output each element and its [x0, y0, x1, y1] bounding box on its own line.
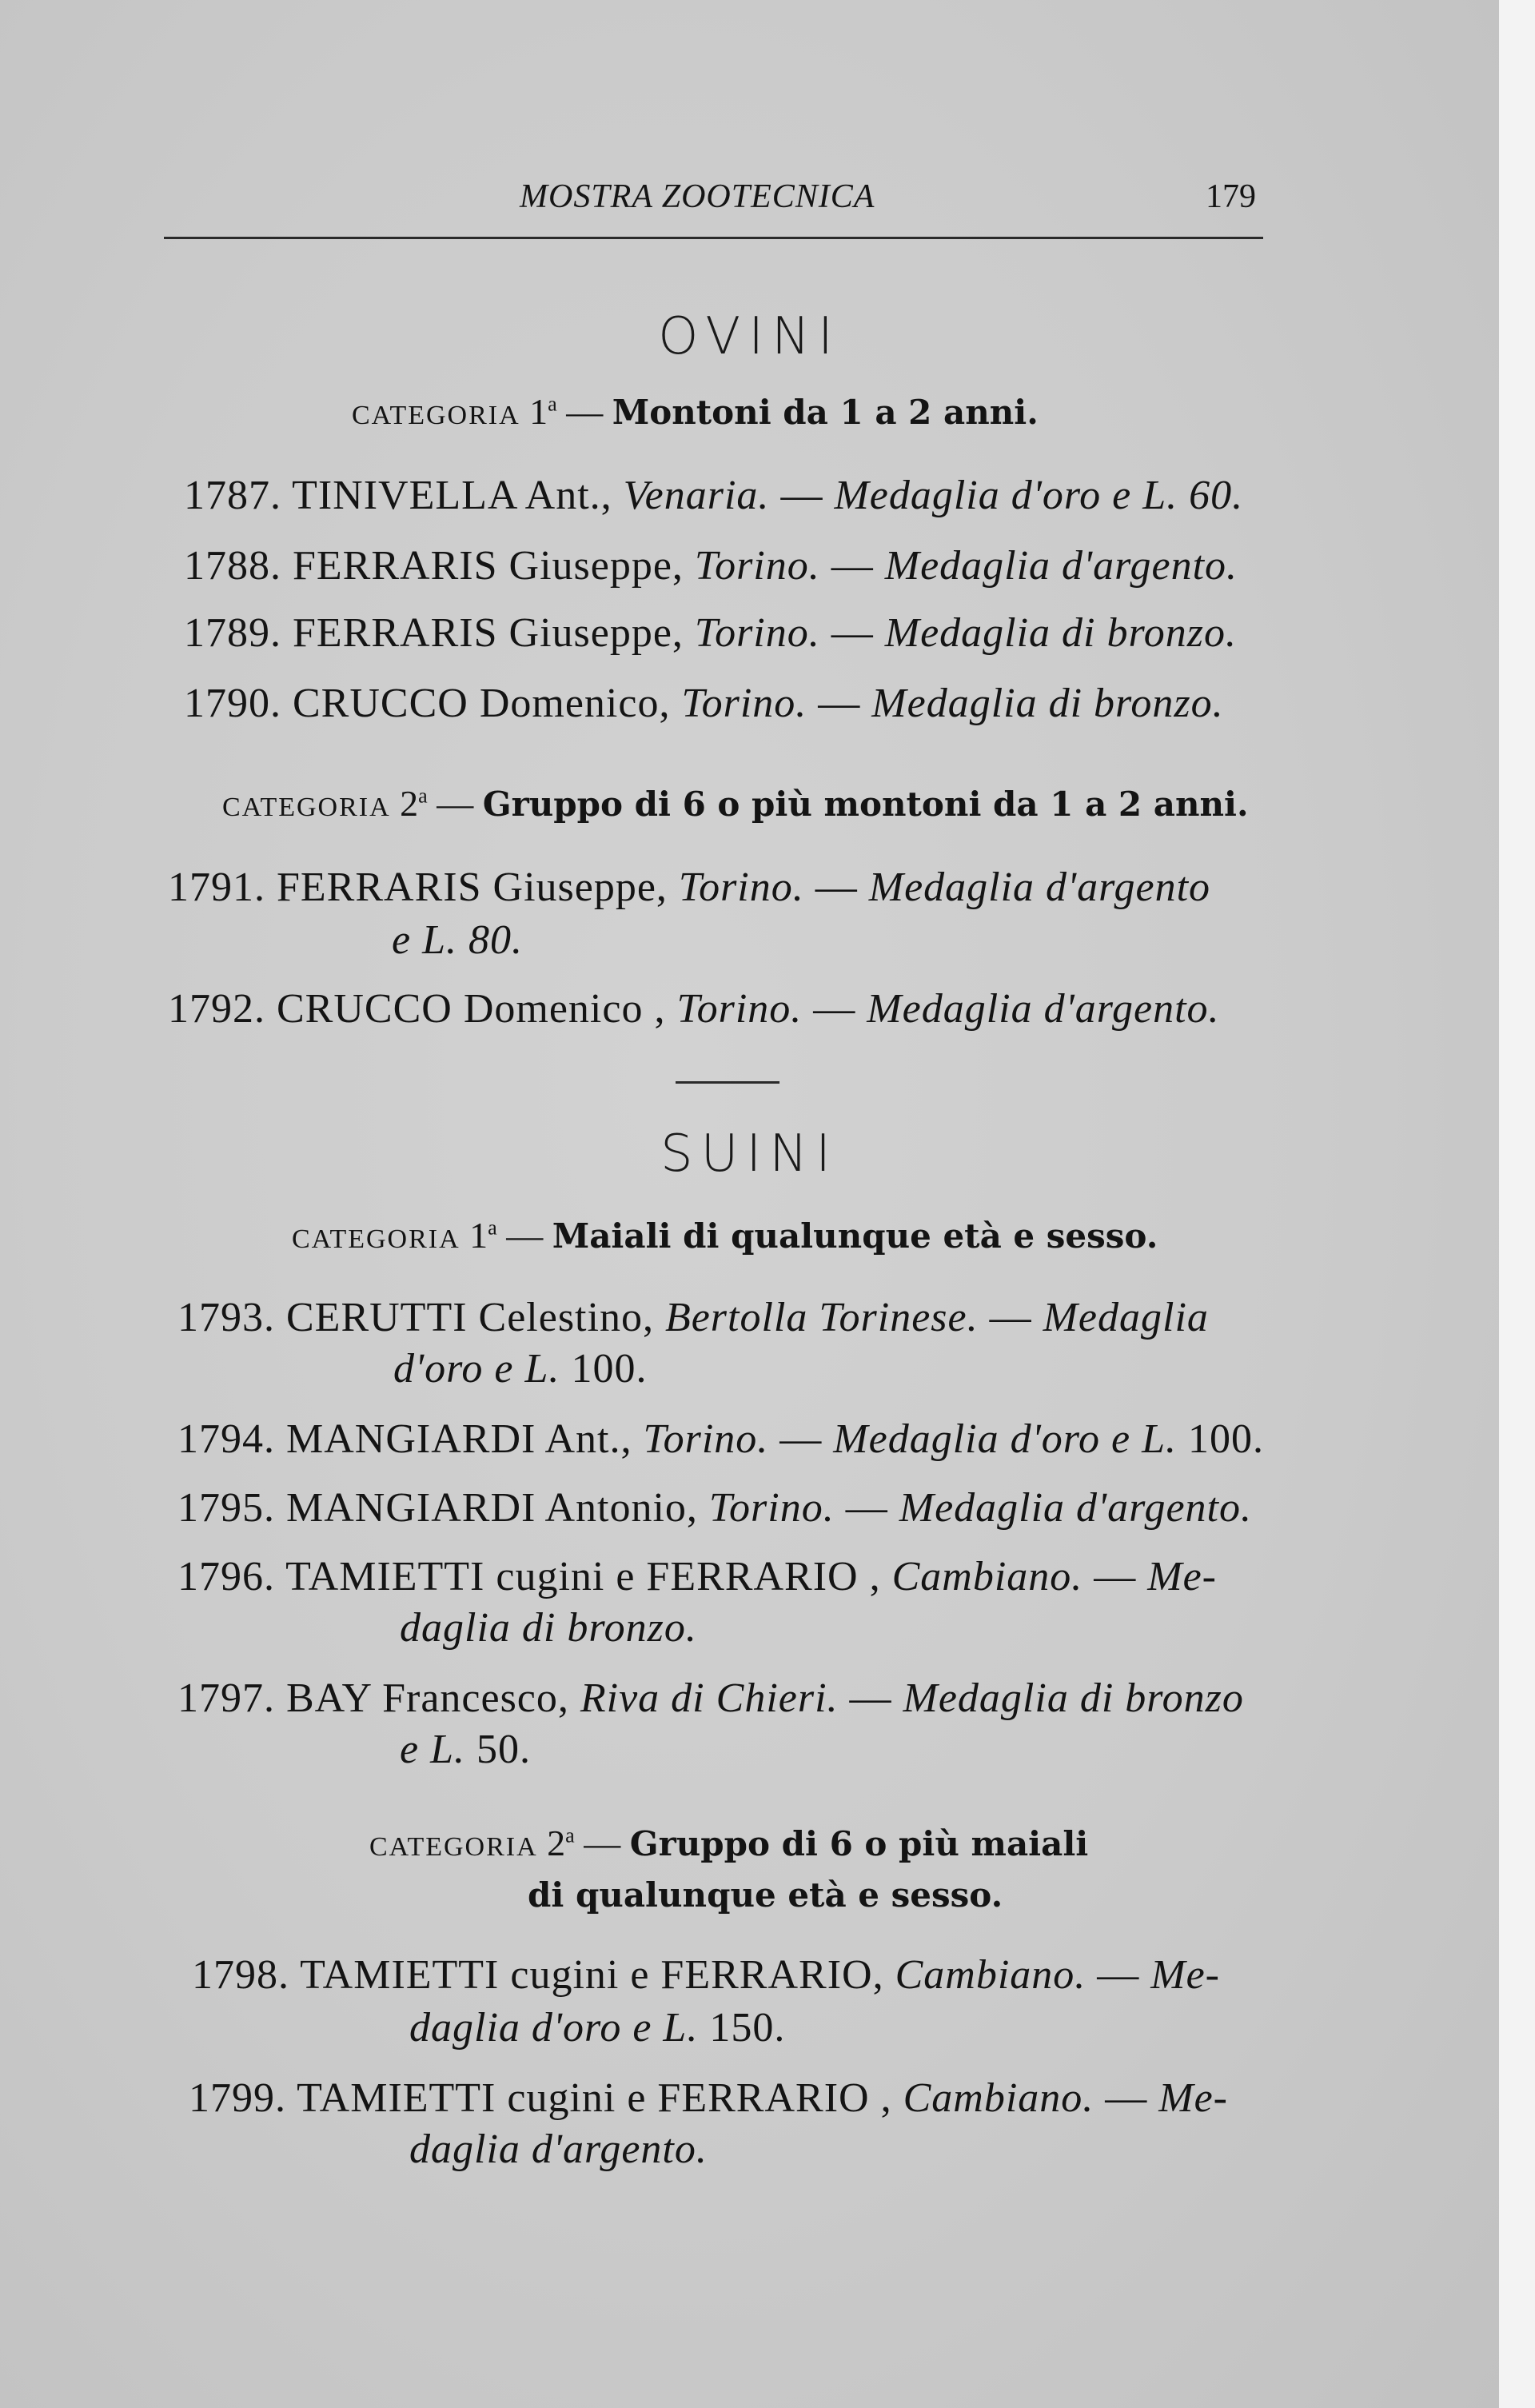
- category-heading: [352, 390, 1039, 433]
- entry-number: 1793.: [177, 1295, 275, 1340]
- entry-1798-continuation: [409, 2004, 785, 2051]
- exhibitor-name: CERUTTI Celestino,: [286, 1295, 654, 1340]
- award-text: d'oro e L.: [393, 1346, 560, 1392]
- exhibitor-place: Torino.: [694, 610, 820, 656]
- page-edge: [1499, 0, 1535, 2408]
- header-rule: [164, 237, 1263, 239]
- section-divider: [676, 1081, 779, 1084]
- running-header-title: MOSTRA ZOOTECNICA: [520, 178, 875, 215]
- category-ordinal: 1: [529, 391, 548, 432]
- exhibitor-place: Cambiano.: [903, 2075, 1094, 2121]
- exhibitor-place: Torino.: [681, 681, 807, 726]
- exhibitor-place: Torino.: [676, 986, 803, 1032]
- entry-1788: [184, 542, 1238, 589]
- award-text: Medaglia: [1043, 1295, 1209, 1340]
- exhibitor-place: Torino.: [678, 865, 804, 910]
- section-title-suini: SUINI: [660, 1124, 839, 1184]
- entry-dash: —: [779, 1416, 823, 1462]
- entry-1794: [177, 1416, 1264, 1463]
- entry-dash: —: [845, 1485, 888, 1531]
- exhibitor-name: BAY Francesco,: [286, 1675, 569, 1721]
- award-text: Medaglia d'argento: [868, 865, 1211, 910]
- exhibitor-place: Cambiano.: [895, 1952, 1086, 1998]
- category-description: Gruppo di 6 o più montoni da 1 a 2 anni.: [482, 785, 1249, 824]
- entry-1793: [177, 1294, 1209, 1341]
- exhibitor-name: CRUCCO Domenico ,: [277, 986, 666, 1032]
- award-text: Medaglia di bronzo.: [871, 681, 1224, 726]
- category-label: CATEGORIA: [292, 1224, 460, 1254]
- exhibitor-name: CRUCCO Domenico,: [293, 681, 671, 726]
- entry-1796: [177, 1553, 1217, 1600]
- entry-number: 1799.: [189, 2075, 286, 2121]
- category-ordinal-suffix: a: [565, 1823, 575, 1847]
- entry-1793-continuation: [393, 1345, 647, 1392]
- entry-dash: —: [1094, 1554, 1137, 1599]
- category-description: Maiali di qualunque età e sesso.: [552, 1216, 1158, 1256]
- entry-dash: —: [831, 610, 874, 656]
- award-text: Medaglia d'argento.: [884, 543, 1238, 589]
- category-dash: —: [437, 783, 474, 824]
- award-amount: 100.: [571, 1346, 648, 1392]
- award-text: Medaglia di bronzo: [903, 1675, 1244, 1721]
- entry-1798: [192, 1951, 1220, 1999]
- category-ordinal-suffix: a: [548, 392, 557, 416]
- entry-1795: [177, 1484, 1252, 1531]
- entry-number: 1794.: [177, 1416, 275, 1462]
- exhibitor-name: MANGIARDI Ant.,: [286, 1416, 632, 1462]
- exhibitor-name: FERRARIS Giuseppe,: [293, 543, 684, 589]
- entry-number: 1791.: [168, 865, 265, 910]
- exhibitor-name: TAMIETTI cugini e FERRARIO,: [300, 1952, 884, 1998]
- category-ordinal: 2: [547, 1823, 566, 1863]
- entry-number: 1790.: [184, 681, 281, 726]
- category-ordinal-suffix: a: [488, 1216, 497, 1240]
- entry-1796-continuation: daglia di bronzo.: [400, 1605, 697, 1651]
- entry-number: 1795.: [177, 1485, 275, 1531]
- award-text: Medaglia d'oro e L. 60.: [834, 473, 1244, 518]
- exhibitor-place: Bertolla Torinese.: [664, 1295, 979, 1340]
- entry-1790: [184, 680, 1224, 727]
- award-text: Medaglia d'oro e L.: [833, 1416, 1178, 1462]
- entry-number: 1789.: [184, 610, 281, 656]
- entry-dash: —: [849, 1675, 892, 1721]
- award-text: daglia d'oro e L.: [409, 2005, 699, 2051]
- category-description: di qualunque età e sesso.: [528, 1875, 1003, 1915]
- exhibitor-place: Venaria.: [623, 473, 770, 518]
- entry-dash: —: [989, 1295, 1032, 1340]
- entry-dash: —: [815, 865, 858, 910]
- exhibitor-name: MANGIARDI Antonio,: [286, 1485, 698, 1531]
- exhibitor-place: Torino.: [694, 543, 820, 589]
- entry-1799: [189, 2075, 1228, 2122]
- exhibitor-place: Cambiano.: [891, 1554, 1083, 1599]
- entry-dash: —: [780, 473, 823, 518]
- entry-number: 1798.: [192, 1952, 289, 1998]
- entry-1791: [168, 864, 1210, 911]
- category-heading: [292, 1214, 1158, 1256]
- entry-1797: [177, 1675, 1244, 1722]
- entry-number: 1788.: [184, 543, 281, 589]
- entry-number: 1797.: [177, 1675, 275, 1721]
- category-dash: —: [506, 1215, 544, 1256]
- exhibitor-place: Torino.: [708, 1485, 835, 1531]
- category-ordinal: 2: [400, 783, 419, 824]
- entry-dash: —: [1105, 2075, 1148, 2121]
- category-heading: [222, 782, 1249, 825]
- category-dash: —: [566, 391, 604, 432]
- entry-1787: [184, 472, 1243, 519]
- exhibitor-place: Riva di Chieri.: [580, 1675, 839, 1721]
- exhibitor-name: FERRARIS Giuseppe,: [293, 610, 684, 656]
- category-dash: —: [584, 1823, 621, 1863]
- award-amount: 150.: [709, 2005, 786, 2051]
- category-ordinal-suffix: a: [418, 784, 428, 808]
- category-label: CATEGORIA: [222, 793, 391, 822]
- entry-dash: —: [818, 681, 861, 726]
- award-amount: 50.: [476, 1727, 531, 1772]
- category-label: CATEGORIA: [369, 1832, 538, 1862]
- exhibitor-name: TAMIETTI cugini e FERRARIO ,: [297, 2075, 892, 2121]
- entry-number: 1792.: [168, 986, 265, 1032]
- entry-1789: [184, 609, 1237, 657]
- award-text: Medaglia d'argento.: [867, 986, 1220, 1032]
- entry-number: 1796.: [177, 1554, 275, 1599]
- entry-1797-continuation: [400, 1726, 531, 1773]
- category-description: Gruppo di 6 o più maiali: [629, 1824, 1089, 1863]
- award-text: Medaglia d'argento.: [899, 1485, 1252, 1531]
- category-heading: [369, 1822, 1088, 1864]
- exhibitor-name: TAMIETTI cugini e FERRARIO ,: [285, 1554, 881, 1599]
- award-text: Me-: [1150, 1952, 1220, 1998]
- exhibitor-name: TINIVELLA Ant.,: [292, 473, 612, 518]
- exhibitor-place: Torino.: [643, 1416, 769, 1462]
- award-amount: 100.: [1188, 1416, 1265, 1462]
- page-number: 179: [1206, 178, 1256, 215]
- entry-1799-continuation: daglia d'argento.: [409, 2126, 708, 2172]
- exhibitor-name: FERRARIS Giuseppe,: [277, 865, 668, 910]
- entry-dash: —: [1097, 1952, 1140, 1998]
- entry-dash: —: [813, 986, 856, 1032]
- entry-number: 1787.: [184, 473, 281, 518]
- award-text: e L.: [400, 1727, 465, 1772]
- entry-1791-continuation: e L. 80.: [392, 917, 523, 963]
- entry-dash: —: [831, 543, 874, 589]
- award-text: Me-: [1147, 1554, 1217, 1599]
- category-description: Montoni da 1 a 2 anni.: [612, 393, 1039, 432]
- award-text: Me-: [1158, 2075, 1228, 2121]
- category-ordinal: 1: [469, 1215, 488, 1256]
- section-title-ovini: OVINI: [658, 307, 841, 366]
- category-heading-continuation: [528, 1873, 1003, 1915]
- award-text: Medaglia di bronzo.: [884, 610, 1238, 656]
- entry-1792: [168, 985, 1220, 1032]
- category-label: CATEGORIA: [352, 401, 520, 430]
